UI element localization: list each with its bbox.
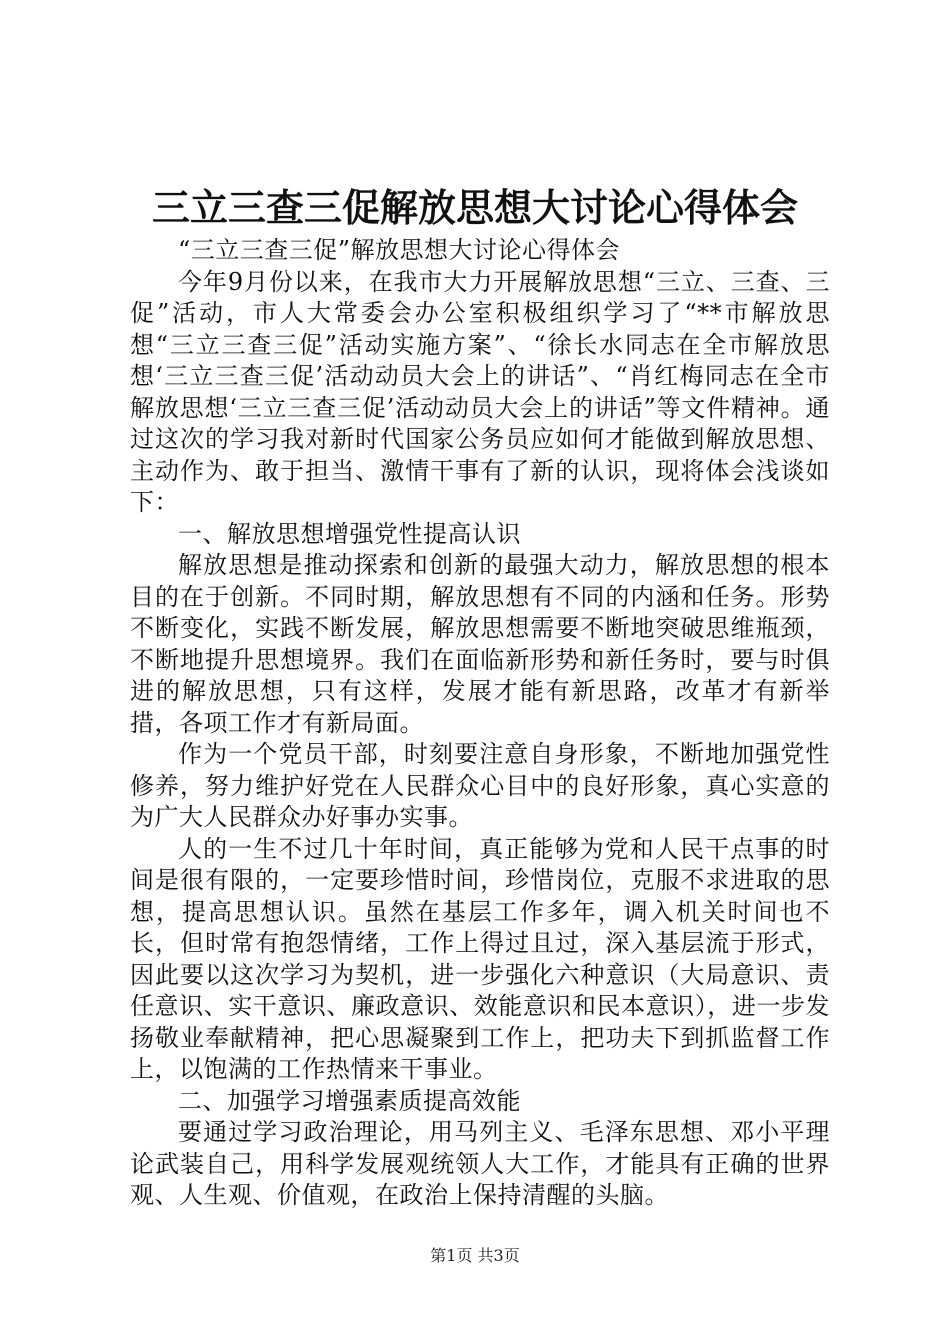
intro-paragraph: 今年9月份以来，在我市大力开展解放思想“三立、三查、三促”活动，市人大常委会办公室积极组织学习了“**市解放思想“三立三查三促”活动实施方案”、“徐长水同志在全市解放思想‘三立三查三促’活动动员大会上的讲话”、“肖红梅同志在全市解放思想‘三立三查三促’活动动员大会上的讲话”等文件精神。通过这次的学习我对新时代国家公务员应如何才能做到解放思想、主动作为、敢于担当、激情干事有了新的认识，现将体会浅谈如下： (130, 267, 830, 516)
body-paragraph: 要通过学习政治理论，用马列主义、毛泽东思想、邓小平理论武装自己，用科学发展观统领人大工作，才能具有正确的世界观、人生观、价值观，在政治上保持清醒的头脑。 (130, 1118, 830, 1209)
subtitle-paragraph: “三立三查三促”解放思想大讨论心得体会 (178, 236, 621, 264)
document-body (130, 235, 830, 1212)
section-heading-1: 一、解放思想增强党性提高认识 (178, 519, 521, 548)
body-paragraph: 解放思想是推动探索和创新的最强大动力，解放思想的根本目的在于创新。不同时期，解放思想有不同的内涵和任务。形势不断变化，实践不断发展，解放思想需要不断地突破思维瓶颈，不断地提升思想境界。我们在面临新形势和新任务时，要与时俱进的解放思想，只有这样，发展才能有新思路，改革才有新举措，各项工作才有新局面。 (130, 551, 830, 737)
body-paragraph: 作为一个党员干部，时刻要注意自身形象，不断地加强党性修养，努力维护好党在人民群众心目中的良好形象，真心实意的为广大人民群众办好事办实事。 (130, 740, 830, 831)
page-footer: 第1页 共3页 (430, 1246, 520, 1265)
section-heading-2: 二、加强学习增强素质提高效能 (178, 1086, 521, 1115)
document-title: 三立三查三促解放思想大讨论心得体会 (151, 185, 798, 230)
body-paragraph: 人的一生不过几十年时间，真正能够为党和人民干点事的时间是很有限的，一定要珍惜时间，珍惜岗位，克服不求进取的思想，提高思想认识。虽然在基层工作多年，调入机关时间也不长，但时常有抱怨情绪，工作上得过且过，深入基层流于形式，因此要以这次学习为契机，进一步强化六种意识（大局意识、责任意识、实干意识、廉政意识、效能意识和民本意识），进一步发扬敬业奉献精神，把心思凝聚到工作上，把功夫下到抓监督工作上，以饱满的工作热情来干事业。 (130, 834, 830, 1083)
